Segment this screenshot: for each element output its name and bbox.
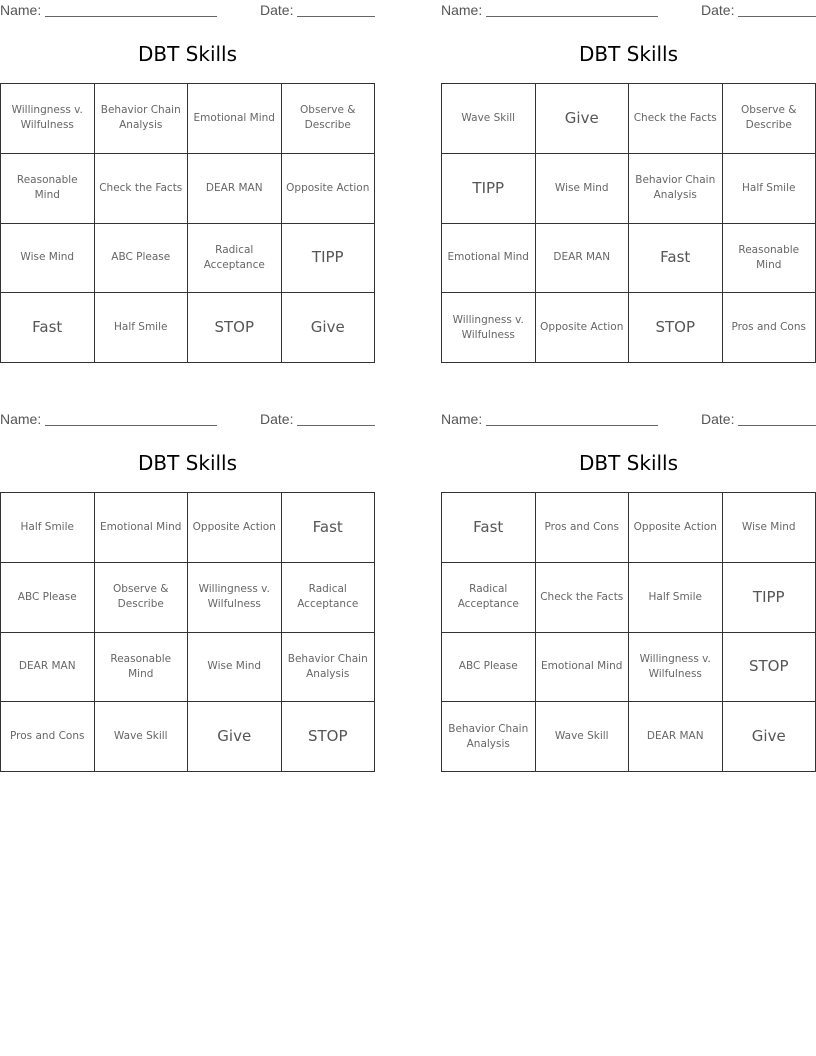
name-blank-line[interactable]	[45, 2, 217, 17]
bingo-cell[interactable]: Willingness v. Wilfulness	[188, 563, 282, 633]
name-label: Name:	[0, 411, 42, 427]
bingo-cell[interactable]: Give	[536, 84, 630, 154]
bingo-cell[interactable]: ABC Please	[442, 633, 536, 703]
bingo-cell[interactable]: Check the Facts	[629, 84, 723, 154]
bingo-cell[interactable]: Give	[282, 293, 376, 363]
bingo-cell[interactable]: Observe & Describe	[282, 84, 376, 154]
date-label: Date:	[701, 411, 735, 427]
bingo-cell[interactable]: Reasonable Mind	[723, 224, 816, 294]
name-label: Name:	[441, 411, 483, 427]
bingo-cell[interactable]: STOP	[282, 702, 376, 772]
bingo-cell[interactable]: TIPP	[282, 224, 376, 294]
bingo-cell[interactable]: Wave Skill	[95, 702, 189, 772]
bingo-cell[interactable]: TIPP	[723, 563, 816, 633]
bingo-cell[interactable]: Check the Facts	[536, 563, 630, 633]
date-blank-line[interactable]	[297, 411, 375, 426]
bingo-cell[interactable]: DEAR MAN	[536, 224, 630, 294]
date-blank-line[interactable]	[297, 2, 375, 17]
bingo-cell[interactable]: Observe & Describe	[723, 84, 816, 154]
bingo-cell[interactable]: Opposite Action	[536, 293, 630, 363]
bingo-cell[interactable]: Wise Mind	[536, 154, 630, 224]
bingo-cell[interactable]: Behavior Chain Analysis	[95, 84, 189, 154]
bingo-cell[interactable]: Opposite Action	[629, 493, 723, 563]
bingo-cell[interactable]: Fast	[442, 493, 536, 563]
name-date-line	[0, 411, 375, 429]
bingo-cell[interactable]: STOP	[629, 293, 723, 363]
bingo-cell[interactable]: Emotional Mind	[442, 224, 536, 294]
bingo-grid	[441, 492, 816, 772]
bingo-cell[interactable]: Give	[723, 702, 816, 772]
bingo-card	[441, 0, 816, 364]
bingo-cell[interactable]: Radical Acceptance	[442, 563, 536, 633]
bingo-cell[interactable]: Willingness v. Wilfulness	[1, 84, 95, 154]
card-title: DBT Skills	[137, 42, 238, 66]
bingo-cell[interactable]: DEAR MAN	[629, 702, 723, 772]
bingo-cell[interactable]: Behavior Chain Analysis	[629, 154, 723, 224]
bingo-grid	[441, 83, 816, 363]
bingo-cell[interactable]: Wise Mind	[1, 224, 95, 294]
date-blank-line[interactable]	[738, 411, 816, 426]
bingo-card	[441, 409, 816, 773]
bingo-cell[interactable]: Wave Skill	[442, 84, 536, 154]
name-label: Name:	[0, 2, 42, 18]
date-blank-line[interactable]	[738, 2, 816, 17]
bingo-cell[interactable]: Pros and Cons	[723, 293, 816, 363]
bingo-cell[interactable]: Opposite Action	[282, 154, 376, 224]
bingo-cell[interactable]: Willingness v. Wilfulness	[442, 293, 536, 363]
bingo-cell[interactable]: Check the Facts	[95, 154, 189, 224]
bingo-cell[interactable]: Half Smile	[629, 563, 723, 633]
bingo-cell[interactable]: Observe & Describe	[95, 563, 189, 633]
bingo-cell[interactable]: Behavior Chain Analysis	[282, 633, 376, 703]
bingo-card	[0, 409, 375, 773]
bingo-cell[interactable]: Fast	[1, 293, 95, 363]
bingo-cell[interactable]: Emotional Mind	[188, 84, 282, 154]
name-blank-line[interactable]	[486, 411, 658, 426]
card-title: DBT Skills	[578, 42, 679, 66]
bingo-cell[interactable]: Half Smile	[95, 293, 189, 363]
bingo-cell[interactable]: STOP	[723, 633, 816, 703]
bingo-cell[interactable]: Radical Acceptance	[188, 224, 282, 294]
bingo-cell[interactable]: Half Smile	[723, 154, 816, 224]
bingo-grid	[0, 492, 375, 772]
bingo-cell[interactable]: Wise Mind	[188, 633, 282, 703]
date-label: Date:	[701, 2, 735, 18]
bingo-cell[interactable]: Fast	[282, 493, 376, 563]
name-blank-line[interactable]	[486, 2, 658, 17]
bingo-cell[interactable]: TIPP	[442, 154, 536, 224]
bingo-cell[interactable]: Emotional Mind	[536, 633, 630, 703]
bingo-cell[interactable]: Radical Acceptance	[282, 563, 376, 633]
bingo-cell[interactable]: Pros and Cons	[1, 702, 95, 772]
bingo-cell[interactable]: ABC Please	[95, 224, 189, 294]
name-label: Name:	[441, 2, 483, 18]
bingo-cell[interactable]: Reasonable Mind	[95, 633, 189, 703]
bingo-cell[interactable]: Opposite Action	[188, 493, 282, 563]
bingo-grid	[0, 83, 375, 363]
bingo-cell[interactable]: Fast	[629, 224, 723, 294]
card-title: DBT Skills	[578, 451, 679, 475]
bingo-cell[interactable]: Wise Mind	[723, 493, 816, 563]
bingo-cell[interactable]: DEAR MAN	[1, 633, 95, 703]
bingo-cell[interactable]: Half Smile	[1, 493, 95, 563]
bingo-cell[interactable]: Pros and Cons	[536, 493, 630, 563]
bingo-cell[interactable]: Give	[188, 702, 282, 772]
name-date-line	[441, 411, 816, 429]
bingo-cell[interactable]: Reasonable Mind	[1, 154, 95, 224]
bingo-cell[interactable]: Emotional Mind	[95, 493, 189, 563]
bingo-cell[interactable]: ABC Please	[1, 563, 95, 633]
bingo-cell[interactable]: Behavior Chain Analysis	[442, 702, 536, 772]
date-label: Date:	[260, 2, 294, 18]
card-title: DBT Skills	[137, 451, 238, 475]
name-blank-line[interactable]	[45, 411, 217, 426]
bingo-cell[interactable]: Willingness v. Wilfulness	[629, 633, 723, 703]
name-date-line	[441, 2, 816, 20]
bingo-cell[interactable]: Wave Skill	[536, 702, 630, 772]
bingo-cell[interactable]: DEAR MAN	[188, 154, 282, 224]
date-label: Date:	[260, 411, 294, 427]
name-date-line	[0, 2, 375, 20]
bingo-cell[interactable]: STOP	[188, 293, 282, 363]
bingo-card	[0, 0, 375, 364]
